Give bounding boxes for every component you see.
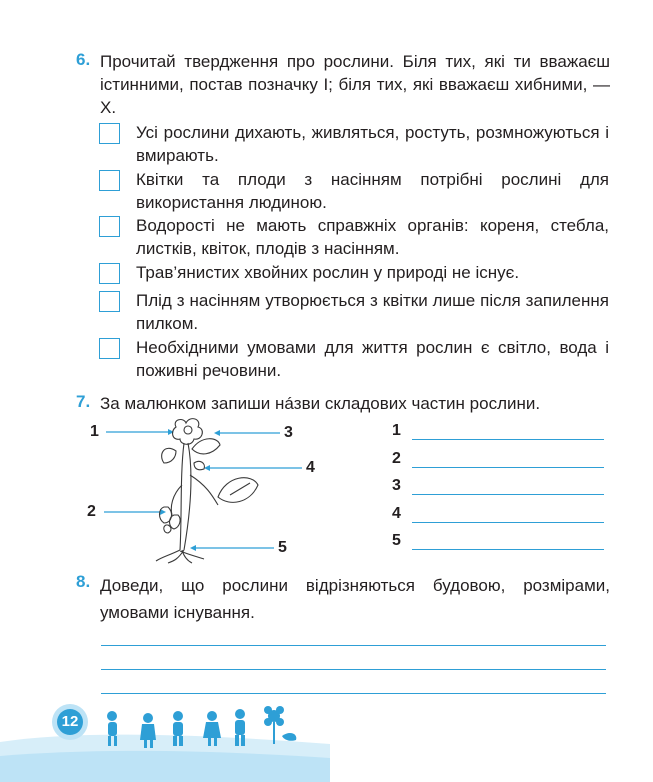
write-line[interactable]: [412, 467, 604, 468]
answer-line-3[interactable]: [370, 477, 610, 499]
label-1: 1: [90, 423, 99, 440]
write-line[interactable]: [412, 494, 604, 495]
footer-decoration: [0, 700, 330, 782]
statement-1: [99, 121, 609, 167]
statement-text: Необхідними умовами для життя рослин є світло, вода і поживні речовини.: [136, 338, 609, 380]
statement-4: [99, 261, 609, 285]
answer-number: 2: [392, 450, 401, 467]
task-8-number: 8.: [76, 572, 91, 591]
statement-3: [99, 214, 609, 260]
answer-number: 4: [392, 505, 401, 522]
task-8-text: Доведи, що рослини відрізняються будовою, розмірами, умовами існування.: [100, 576, 610, 622]
statement-text: Квітки та плоди з насінням потрібні рослині для використання людиною.: [136, 170, 609, 212]
statement-2: [99, 168, 609, 214]
answer-line-5[interactable]: [370, 532, 610, 554]
answer-number: 3: [392, 477, 401, 494]
answer-box-3[interactable]: [99, 216, 120, 237]
task-6-text: Прочитай твердження про рослини. Біля тих, які ти вважаєш істинними, постав позначку І; біля тих, які вважаєш хибними, — Х.: [100, 52, 610, 117]
label-3: 3: [284, 424, 293, 441]
label-4: 4: [306, 459, 315, 476]
writing-line-3[interactable]: [101, 693, 606, 694]
write-line[interactable]: [412, 522, 604, 523]
statement-text: Усі рослини дихають, живляться, ростуть, розмножуються і вмирають.: [136, 123, 609, 165]
task-7-number: 7.: [76, 392, 91, 411]
page-number: 12: [61, 713, 79, 730]
task-6-number: 6.: [76, 50, 91, 69]
statement-text: Трав’янистих хвойних рослин у природі не існує.: [136, 263, 520, 282]
answer-box-4[interactable]: [99, 263, 120, 284]
write-line[interactable]: [412, 439, 604, 440]
answer-box-5[interactable]: [99, 291, 120, 312]
answer-box-1[interactable]: [99, 123, 120, 144]
statement-text: Водорості не мають справжніх органів: кореня, стебла, листків, квіток, плодів з насінням.: [136, 216, 609, 258]
answer-number: 5: [392, 532, 401, 549]
answer-line-1[interactable]: [370, 422, 610, 444]
writing-line-1[interactable]: [101, 645, 606, 646]
statement-text: Плід з насінням утворюється з квітки лише після запилення пилком.: [136, 291, 609, 333]
answer-box-2[interactable]: [99, 170, 120, 191]
task-7-text: За малюнком запиши нáзви складових частин рослини.: [100, 394, 541, 413]
label-5: 5: [278, 539, 287, 556]
answer-number: 1: [392, 422, 401, 439]
write-line[interactable]: [412, 549, 604, 550]
writing-line-2[interactable]: [101, 669, 606, 670]
statement-6: [99, 336, 609, 382]
plant-illustration: [80, 415, 340, 565]
answer-line-4[interactable]: [370, 505, 610, 527]
statement-5: [99, 289, 609, 335]
label-2: 2: [87, 503, 96, 520]
answer-line-2[interactable]: [370, 450, 610, 472]
answer-box-6[interactable]: [99, 338, 120, 359]
